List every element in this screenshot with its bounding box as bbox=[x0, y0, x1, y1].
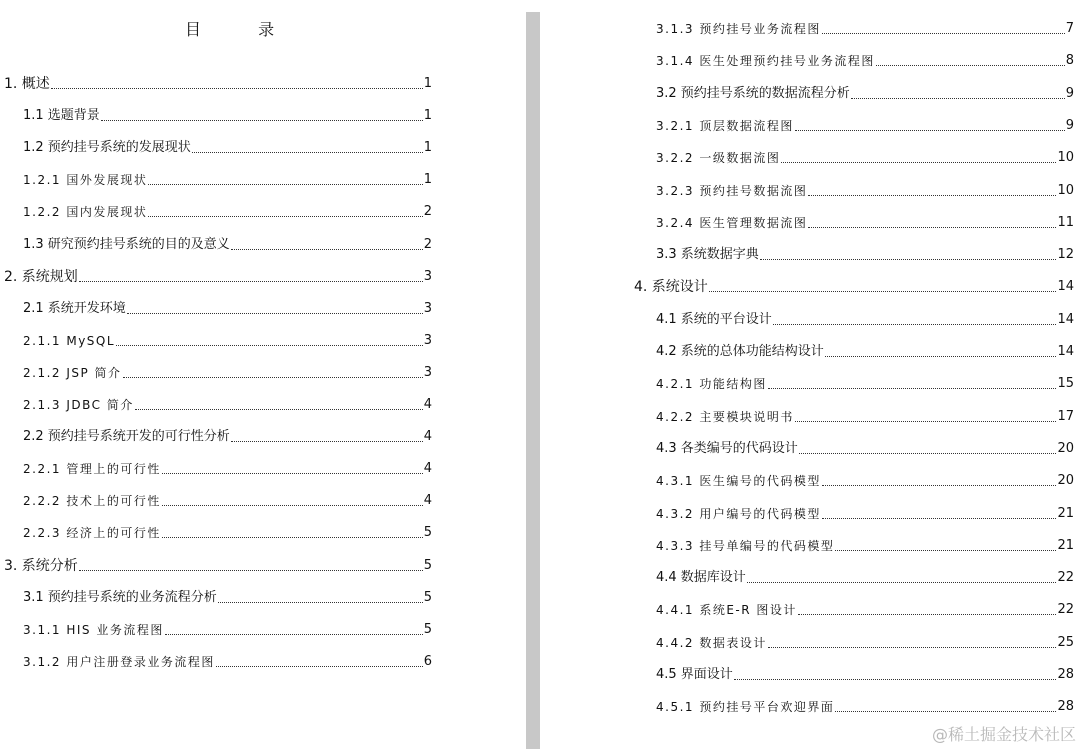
toc-leader-dots bbox=[79, 280, 423, 282]
toc-entry-page: 1 bbox=[423, 108, 432, 124]
toc-leader-dots bbox=[795, 420, 1057, 422]
toc-title: 目 录 bbox=[185, 20, 301, 39]
toc-entry-page: 14 bbox=[1057, 344, 1074, 359]
watermark: @稀土掘金技术社区 bbox=[931, 725, 1076, 744]
toc-entry-page: 11 bbox=[1057, 214, 1074, 230]
toc-entry-page: 5 bbox=[423, 525, 432, 541]
toc-entry-page: 4 bbox=[423, 493, 432, 509]
toc-entry-label: 1.2.2 国内发展现状 bbox=[23, 205, 148, 220]
toc-entry-page: 3 bbox=[423, 332, 432, 348]
toc-entry[interactable] bbox=[656, 340, 1074, 360]
toc-leader-dots bbox=[148, 215, 422, 217]
toc-entry-label: 2.2 预约挂号系统开发的可行性分析 bbox=[23, 429, 230, 445]
toc-leader-dots bbox=[116, 344, 423, 346]
toc-entry-label: 2.2.2 技术上的可行性 bbox=[23, 494, 161, 509]
toc-leader-dots bbox=[798, 613, 1057, 615]
toc-entry[interactable] bbox=[656, 372, 1074, 392]
toc-entry[interactable] bbox=[656, 598, 1074, 618]
toc-entry[interactable] bbox=[23, 168, 432, 188]
toc-entry-label: 1.2.1 国外发展现状 bbox=[23, 173, 148, 188]
toc-entry[interactable] bbox=[4, 265, 432, 285]
toc-leader-dots bbox=[192, 151, 423, 153]
toc-entry[interactable] bbox=[656, 17, 1074, 37]
toc-leader-dots bbox=[709, 290, 1057, 292]
toc-entry[interactable] bbox=[23, 329, 432, 349]
toc-entry-label: 2.1.3 JDBC 简介 bbox=[23, 398, 134, 412]
toc-entry-label: 3.2.4 医生管理数据流图 bbox=[656, 215, 808, 230]
toc-entry-label: 1.3 研究预约挂号系统的目的及意义 bbox=[23, 236, 230, 252]
toc-leader-dots bbox=[79, 569, 423, 571]
toc-entry-label: 4.4.2 数据表设计 bbox=[656, 635, 767, 650]
toc-entry[interactable] bbox=[656, 469, 1074, 489]
toc-entry-label: 4. 系统设计 bbox=[634, 279, 708, 296]
toc-entry[interactable] bbox=[634, 275, 1074, 295]
toc-entry-page: 1 bbox=[423, 172, 432, 188]
toc-entry-page: 1 bbox=[423, 76, 432, 91]
toc-entry-label: 4.5.1 预约挂号平台欢迎界面 bbox=[656, 700, 835, 715]
toc-entry-page: 17 bbox=[1057, 408, 1074, 424]
toc-entry[interactable] bbox=[656, 534, 1074, 554]
toc-leader-dots bbox=[768, 387, 1057, 389]
toc-entry-page: 10 bbox=[1057, 150, 1074, 166]
toc-leader-dots bbox=[135, 408, 423, 410]
toc-leader-dots bbox=[781, 161, 1056, 163]
toc-leader-dots bbox=[768, 646, 1057, 648]
toc-entry[interactable] bbox=[656, 49, 1074, 69]
toc-entry-label: 4.4.1 系统E-R 图设计 bbox=[656, 603, 797, 618]
toc-entry[interactable] bbox=[656, 502, 1074, 522]
toc-entry-label: 3.1.2 用户注册登录业务流程图 bbox=[23, 654, 215, 669]
toc-leader-dots bbox=[216, 665, 423, 667]
toc-leader-dots bbox=[835, 549, 1056, 551]
toc-entry-label: 3. 系统分析 bbox=[4, 557, 78, 574]
toc-entry[interactable] bbox=[656, 243, 1074, 263]
toc-entry-label: 4.3.1 医生编号的代码模型 bbox=[656, 474, 821, 489]
toc-entry[interactable] bbox=[23, 361, 432, 381]
toc-entry-page: 28 bbox=[1057, 667, 1074, 682]
toc-entry[interactable] bbox=[656, 631, 1074, 651]
toc-entry[interactable] bbox=[23, 586, 432, 606]
toc-leader-dots bbox=[231, 248, 423, 250]
toc-entry-label: 3.2.3 预约挂号数据流图 bbox=[656, 183, 808, 198]
toc-entry[interactable] bbox=[23, 233, 432, 253]
toc-entry[interactable] bbox=[23, 104, 432, 124]
toc-leader-dots bbox=[835, 710, 1056, 712]
toc-entry-page: 5 bbox=[423, 589, 432, 605]
toc-entry-page: 5 bbox=[423, 621, 432, 637]
toc-entry-page: 28 bbox=[1057, 699, 1074, 715]
toc-entry-label: 4.4 数据库设计 bbox=[656, 570, 746, 586]
toc-leader-dots bbox=[162, 536, 423, 538]
toc-leader-dots bbox=[773, 323, 1057, 325]
toc-entry-label: 4.3.2 用户编号的代码模型 bbox=[656, 506, 821, 521]
toc-page-right bbox=[540, 0, 1084, 749]
toc-entry-page: 8 bbox=[1065, 53, 1074, 69]
toc-leader-dots bbox=[760, 258, 1057, 260]
toc-leader-dots bbox=[734, 678, 1057, 680]
toc-entry-page: 4 bbox=[423, 429, 432, 445]
toc-entry-label: 3.2.2 一级数据流图 bbox=[656, 151, 781, 166]
toc-entry-label: 2.2.3 经济上的可行性 bbox=[23, 526, 161, 541]
toc-leader-dots bbox=[51, 87, 423, 89]
toc-entry-page: 5 bbox=[423, 557, 432, 573]
toc-entry-label: 3.2.1 顶层数据流程图 bbox=[656, 118, 794, 133]
toc-entry-label: 4.1 系统的平台设计 bbox=[656, 311, 772, 327]
toc-entry[interactable] bbox=[656, 437, 1074, 457]
toc-entry-label: 3.1 预约挂号系统的业务流程分析 bbox=[23, 589, 217, 605]
toc-entry-page: 9 bbox=[1065, 117, 1074, 133]
toc-entry-label: 4.3 各类编号的代码设计 bbox=[656, 440, 798, 456]
toc-entry[interactable] bbox=[23, 521, 432, 541]
toc-entry[interactable] bbox=[23, 489, 432, 509]
toc-leader-dots bbox=[123, 376, 423, 378]
toc-entry-label: 3.3 系统数据字典 bbox=[656, 247, 759, 263]
toc-leader-dots bbox=[218, 601, 423, 603]
toc-entry[interactable] bbox=[23, 136, 432, 156]
toc-entry-page: 12 bbox=[1057, 247, 1074, 263]
toc-leader-dots bbox=[231, 440, 423, 442]
toc-entry-page: 4 bbox=[423, 461, 432, 477]
toc-entry-label: 1.2 预约挂号系统的发展现状 bbox=[23, 140, 191, 156]
toc-leader-dots bbox=[162, 472, 423, 474]
toc-entry-page: 3 bbox=[423, 268, 432, 284]
toc-entry[interactable] bbox=[23, 457, 432, 477]
toc-entry-page: 14 bbox=[1057, 279, 1074, 295]
toc-leader-dots bbox=[101, 119, 423, 121]
toc-entry-label: 3.2 预约挂号系统的数据流程分析 bbox=[656, 85, 850, 101]
toc-entry-page: 14 bbox=[1057, 311, 1074, 327]
toc-entry[interactable] bbox=[23, 618, 432, 638]
toc-leader-dots bbox=[148, 183, 422, 185]
toc-leader-dots bbox=[127, 312, 423, 314]
toc-entry[interactable] bbox=[656, 146, 1074, 166]
toc-entry-page: 20 bbox=[1057, 440, 1074, 456]
toc-entry-label: 4.2.1 功能结构图 bbox=[656, 377, 767, 392]
toc-entry-page: 3 bbox=[423, 300, 432, 316]
toc-entry-label: 2. 系统规划 bbox=[4, 268, 78, 285]
toc-entry-page: 15 bbox=[1057, 376, 1074, 392]
toc-entry-page: 1 bbox=[423, 140, 432, 156]
toc-entry[interactable] bbox=[656, 695, 1074, 715]
page-gutter bbox=[526, 12, 540, 749]
toc-leader-dots bbox=[162, 504, 423, 506]
toc-leader-dots bbox=[822, 484, 1057, 486]
toc-leader-dots bbox=[808, 226, 1056, 228]
toc-entry[interactable] bbox=[656, 211, 1074, 231]
toc-entry-label: 4.2 系统的总体功能结构设计 bbox=[656, 344, 824, 359]
toc-entry-label: 2.1 系统开发环境 bbox=[23, 300, 126, 316]
toc-entry-page: 21 bbox=[1057, 505, 1074, 521]
toc-leader-dots bbox=[851, 97, 1065, 99]
toc-entry[interactable] bbox=[656, 663, 1074, 683]
toc-leader-dots bbox=[799, 452, 1057, 454]
toc-leader-dots bbox=[822, 32, 1065, 34]
toc-leader-dots bbox=[822, 517, 1057, 519]
toc-entry-page: 21 bbox=[1057, 537, 1074, 553]
toc-page-left bbox=[0, 0, 526, 749]
toc-entry-label: 2.1.1 MySQL bbox=[23, 333, 116, 348]
toc-entry-page: 6 bbox=[423, 653, 432, 669]
toc-entry[interactable] bbox=[656, 405, 1074, 425]
toc-entry-label: 2.1.2 JSP 简介 bbox=[23, 365, 122, 380]
toc-entry[interactable] bbox=[23, 393, 432, 413]
toc-leader-dots bbox=[795, 129, 1065, 131]
toc-entry-page: 2 bbox=[423, 204, 432, 220]
toc-entry-page: 2 bbox=[423, 236, 432, 252]
toc-leader-dots bbox=[825, 355, 1057, 357]
toc-entry-page: 3 bbox=[423, 364, 432, 380]
toc-leader-dots bbox=[808, 194, 1056, 196]
toc-entry[interactable] bbox=[23, 650, 432, 670]
toc-entry[interactable] bbox=[656, 308, 1074, 328]
toc-leader-dots bbox=[876, 64, 1065, 66]
toc-entry-page: 7 bbox=[1065, 21, 1074, 36]
toc-entry[interactable] bbox=[656, 82, 1074, 102]
toc-entry-label: 3.1.1 HIS 业务流程图 bbox=[23, 622, 164, 637]
toc-entry[interactable] bbox=[656, 179, 1074, 199]
toc-entry[interactable] bbox=[23, 200, 432, 220]
toc-entry-label: 3.1.3 预约挂号业务流程图 bbox=[656, 22, 821, 36]
toc-entry-label: 1.1 选题背景 bbox=[23, 108, 100, 124]
toc-entry-page: 20 bbox=[1057, 473, 1074, 489]
toc-entry[interactable] bbox=[23, 297, 432, 317]
toc-entry[interactable] bbox=[656, 114, 1074, 134]
toc-entry-label: 3.1.4 医生处理预约挂号业务流程图 bbox=[656, 54, 875, 69]
toc-entry-page: 4 bbox=[423, 397, 432, 412]
toc-entry-label: 1. 概述 bbox=[4, 76, 50, 92]
toc-entry-label: 2.2.1 管理上的可行性 bbox=[23, 462, 161, 477]
toc-entry-page: 25 bbox=[1057, 634, 1074, 650]
toc-entry-page: 9 bbox=[1065, 85, 1074, 101]
toc-entry[interactable] bbox=[23, 425, 432, 445]
toc-leader-dots bbox=[747, 581, 1057, 583]
toc-entry-label: 4.5 界面设计 bbox=[656, 667, 733, 682]
toc-entry[interactable] bbox=[4, 72, 432, 92]
toc-entry-page: 10 bbox=[1057, 182, 1074, 198]
toc-entry-label: 4.2.2 主要模块说明书 bbox=[656, 409, 794, 424]
toc-leader-dots bbox=[165, 633, 423, 635]
toc-entry[interactable] bbox=[4, 554, 432, 574]
toc-entry-page: 22 bbox=[1057, 602, 1074, 618]
toc-entry-label: 4.3.3 挂号单编号的代码模型 bbox=[656, 538, 835, 553]
toc-entry-page: 22 bbox=[1057, 570, 1074, 586]
toc-entry[interactable] bbox=[656, 566, 1074, 586]
